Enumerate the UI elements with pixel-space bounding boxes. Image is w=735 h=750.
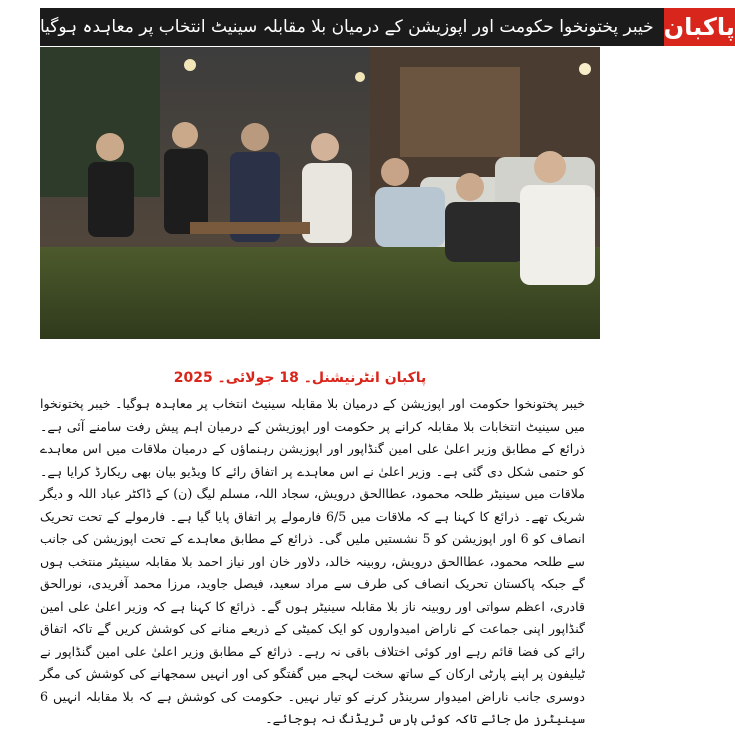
- meeting-photo: [40, 47, 600, 339]
- meeting-photo-icon: [40, 47, 600, 339]
- headline: خیبر پختونخوا حکومت اور اپوزیشن کے درمیان بلا مقابلہ سینیٹ انتخاب پر معاہدہ ہوگیا: [40, 8, 664, 46]
- dateline: پاکبان انٹرنیشنل۔ 18 جولائی۔ 2025: [173, 370, 427, 386]
- article-body: خیبر پختونخوا حکومت اور اپوزیشن کے درمیان بلا مقابلہ سینیٹ انتخاب پر معاہدہ ہوگیا۔ خیبر پختونخوا میں سینیٹ انتخابات بلا مقابلہ کرانے پر حکومت اور اپوزیشن کے درمیان اہم پیش رفت سامنے آئی ہے۔ ذرائع کے مطابق وزیر اعلیٰ علی امین گنڈاپور اور اپوزیشن رہنماؤں کے درمیان ملاقات میں اس معاہدے کو حتمی شکل دی گئی ہے۔ وزیر اعلیٰ نے اس معاہدے پر اتفاق رائے کا ویڈیو بیان بھی ریکارڈ کرایا ہے۔ ملاقات میں سینیٹر طلحہ محمود، عطاالحق درویش، سجاد اللہ، مسلم لیگ (ن) کے ڈاکٹر عباد اللہ و دیگر شریک تھے۔ ذرائع کا کہنا ہے کہ ملاقات میں 6/5 فارمولے پر اتفاق پایا گیا ہے۔ فارمولے کے تحت تحریک انصاف کو 6 اور اپوزیشن کو 5 نشستیں ملیں گی۔ ذرائع کے مطابق معاہدے کے تحت اپوزیشن کی جانب سے طلحہ محمود، عطاالحق درویش، روبینہ خالد، دلاور خان اور نیاز احمد بلا مقابلہ سینیٹر منتخب ہوں گے جبکہ پاکستان تحریک انصاف کی طرف سے مراد سعید، فیصل جاوید، مرزا محمد آفریدی، نورالحق قادری، اعظم سواتی اور روبینہ ناز بلا مقابلہ سینیٹر ہوں گے۔ ذرائع کا کہنا ہے کہ وزیر اعلیٰ علی امین گنڈاپور اپنی جماعت کے ناراض امیدواروں کو ایک کمیٹی کے ذریعے منانے کی کوشش کریں گے تاکہ اتفاق رائے کی فضا قائم رہے اور کوئی اختلاف باقی نہ رہے۔ ذرائع کے مطابق وزیر اعلیٰ علی امین گنڈاپور نے ٹیلیفون پر اپنے پارٹی ارکان کے ساتھ سخت لہجے میں گفتگو کی اور انہیں سمجھانے کی کوشش کی مگر دوسری جانب ناراض امیدوار سرینڈر کرنے کو تیار نہیں۔ حکومت کی کوشش ہے کہ بلا مقابلہ انہیں 6 سینیٹرز مل جائے تاکہ کوئی ہارس ٹریڈنگ نہ ہوجائے۔: [40, 396, 585, 726]
- header-bar: [40, 8, 735, 46]
- brand-logo: پاکبان: [664, 8, 735, 46]
